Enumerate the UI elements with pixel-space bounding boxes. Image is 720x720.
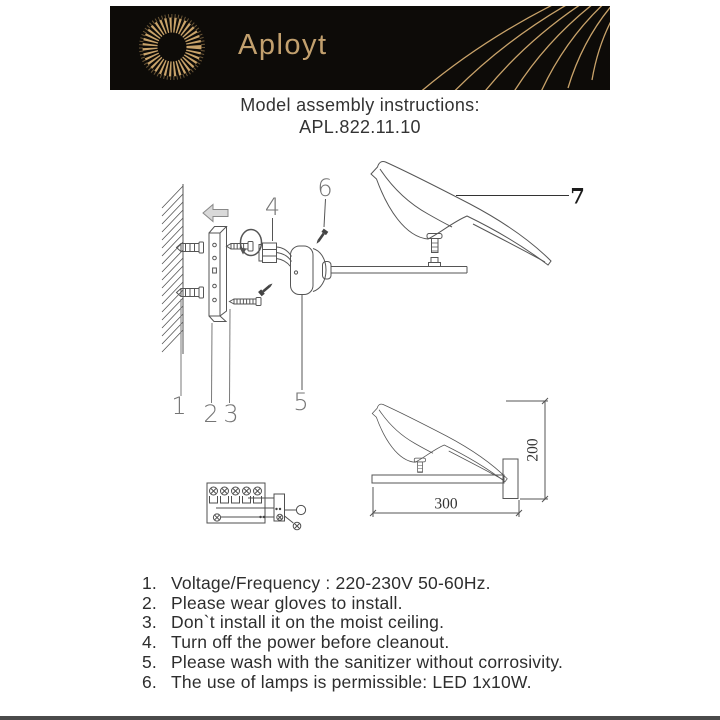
instruction-number: 2. [142,592,157,613]
instruction-number: 5. [142,651,157,672]
wall-anchor-icon [177,242,204,253]
leader-6 [324,199,326,227]
part-label-7: 7 [570,183,585,209]
part-label-4: 4 [264,193,281,221]
model-number: APL.822.11.10 [299,117,421,137]
instruction-number: 3. [142,612,157,633]
brand-logo-text: Aployt [238,29,328,61]
height-dimension: 200 [524,438,542,462]
instruction-text: Please wear gloves to install. [171,592,403,613]
ground-screw-icon [213,514,220,521]
wall-mount [503,459,518,499]
instruction-text: Don`t install it on the moist ceiling. [171,612,445,633]
earth-symbol-icon [293,522,301,530]
instruction-item [127,594,627,614]
page-title: Model assembly instructions: [240,95,480,115]
instruction-number: 6. [142,671,157,692]
earth-wire [285,516,294,523]
part-label-1: 1 [171,392,187,420]
instructions-list [127,574,627,692]
part-label-6: 6 [317,174,333,202]
part-label-3: 3 [223,400,239,428]
instruction-number: 1. [142,573,157,593]
lamp-symbol-icon [296,505,305,514]
mounting-bar [331,258,467,274]
part-label-2: 2 [203,400,219,428]
instruction-number: 4. [142,632,157,653]
screw-rotation-icon [227,230,262,256]
instruction-item [127,574,627,594]
instruction-text: The use of lamps is permissible: LED 1x10W. [171,671,532,692]
instruction-item [127,653,627,673]
instruction-text: Turn off the power before cleanout. [171,632,450,653]
instruction-item [127,633,627,653]
photo-edge-strip [0,716,720,720]
terminal-icon [210,487,218,503]
dimension-drawing [370,398,548,517]
canopy-screw-icon [258,281,274,296]
instruction-item [127,673,627,693]
mounting-screw-icon [230,298,262,306]
canopy-base [291,246,332,295]
instruction-text: Voltage/Frequency : 220-230V 50-60Hz. [171,573,491,593]
driver-screw-icon [277,514,283,520]
dimension-lines [370,398,548,517]
base-plate [372,475,504,483]
width-dimension: 300 [434,495,458,513]
wire-connector [259,243,292,267]
wall-section [162,184,183,354]
part-leader-lines [181,299,230,403]
part-label-5: 5 [293,388,309,416]
instruction-text: Please wash with the sanitizer without corrosivity. [171,651,564,672]
instruction-item [127,613,627,633]
bird-lamp-shade [371,162,551,265]
small-screw-icon [314,229,328,246]
direction-arrow-icon [203,205,228,222]
wiring-diagram [207,483,306,530]
mounting-bracket [209,227,227,322]
